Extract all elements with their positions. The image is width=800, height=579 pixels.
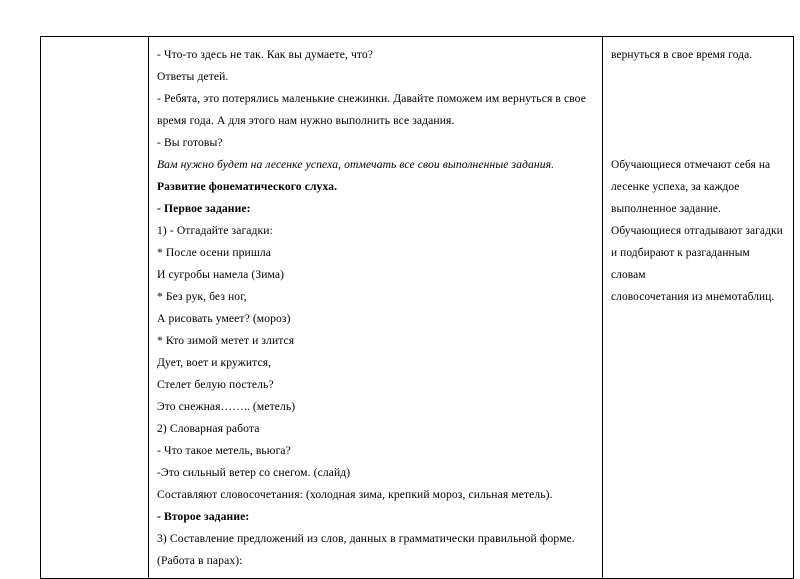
vertical-spacer — [611, 110, 787, 132]
table-row — [41, 37, 794, 579]
activity-line: время года. А для этого нам нужно выполнить все задания. — [157, 114, 455, 127]
activity-line: Стелет белую постель? — [157, 378, 274, 391]
activity-line: А рисовать умеет? (мороз) — [157, 312, 291, 325]
students-line: Обучающиеся отгадывают загадки — [611, 225, 783, 237]
activity-line: И сугробы намела (Зима) — [157, 268, 285, 281]
activity-line: Дует, воет и кружится, — [157, 356, 272, 369]
activity-line: 2) Словарная работа — [157, 422, 260, 435]
activity-line: Это снежная…….. (метель) — [157, 400, 296, 413]
activity-line: 1) - Отгадайте загадки: — [157, 224, 273, 237]
activity-heading: Развитие фонематического слуха. — [157, 180, 338, 193]
activity-heading: - Первое задание: — [157, 202, 251, 215]
activity-heading: - Второе задание: — [157, 510, 250, 523]
activity-line: (Работа в парах): — [157, 554, 243, 567]
activity-column-cell — [149, 37, 603, 579]
students-line: Обучающиеся отмечают себя на — [611, 159, 771, 171]
activity-line: - Что такое метель, вьюга? — [157, 444, 291, 457]
vertical-spacer — [611, 66, 787, 88]
stage-column-cell — [41, 37, 149, 579]
students-line: лесенке успеха, за каждое — [611, 181, 740, 193]
activity-line: * Без рук, без ног, — [157, 290, 247, 303]
activity-line: * Кто зимой метет и злится — [157, 334, 295, 347]
vertical-spacer — [611, 88, 787, 110]
activity-line: Составляют словосочетания: (холодная зима, крепкий мороз, сильная метель). — [157, 488, 553, 501]
students-line: вернуться в свое время года. — [611, 49, 753, 61]
activity-line: * После осени пришла — [157, 246, 272, 259]
students-column-cell — [603, 37, 794, 579]
stage-column-content — [41, 37, 148, 497]
activity-line: - Ребята, это потерялись маленькие снежинки. Давайте поможем им вернуться в свое — [157, 92, 586, 105]
activity-line: 3) Составление предложений из слов, данных в грамматически правильной форме. — [157, 532, 575, 545]
lesson-plan-table — [40, 36, 794, 579]
activity-line: - Вы готовы? — [157, 136, 223, 149]
vertical-spacer — [611, 132, 787, 154]
students-column-content — [603, 37, 793, 497]
activity-column-content — [149, 37, 602, 578]
activity-line-italic: Вам нужно будет на лесенке успеха, отмечать все свои выполненные задания. — [157, 158, 555, 171]
activity-line: -Это сильный ветер со снегом. (слайд) — [157, 466, 351, 479]
students-line: словосочетания из мнемотаблиц. — [611, 291, 775, 303]
activity-line: Ответы детей. — [157, 70, 229, 83]
activity-line: - Что-то здесь не так. Как вы думаете, что? — [157, 48, 374, 61]
students-line: и подбирают к разгаданным словам — [611, 247, 750, 281]
students-line: выполненное задание. — [611, 203, 721, 215]
